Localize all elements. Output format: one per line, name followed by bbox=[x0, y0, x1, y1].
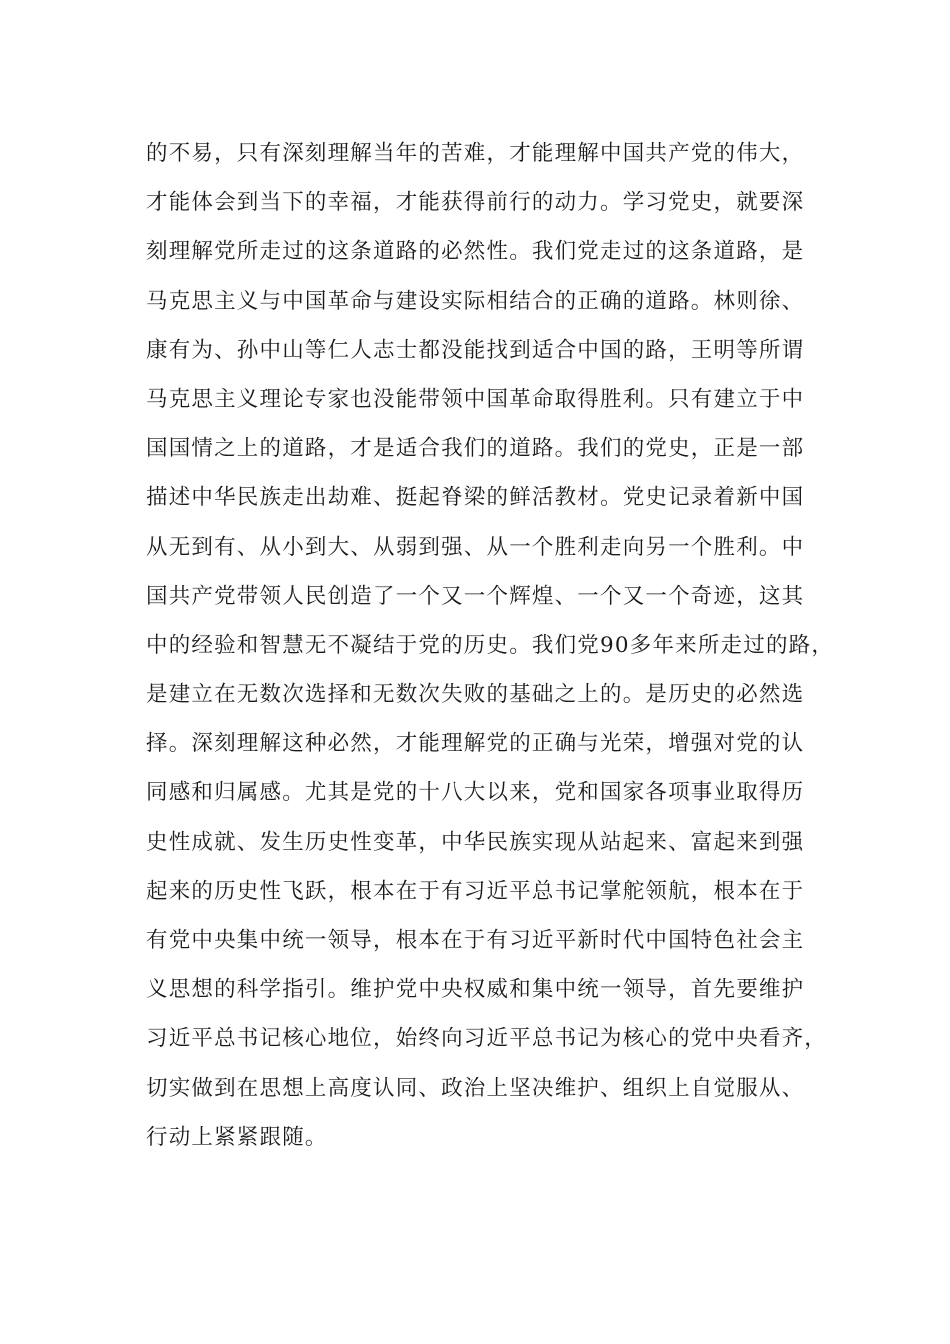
text-line: 国国情之上的道路，才是适合我们的道路。我们的党史，正是一部 bbox=[146, 436, 805, 462]
text-line: 义思想的科学指引。维护党中央权威和集中统一领导，首先要维护 bbox=[146, 977, 805, 1003]
text-line: 史性成就、发生历史性变革，中华民族实现从站起来、富起来到强 bbox=[146, 829, 805, 855]
text-line: 有党中央集中统一领导，根本在于有习近平新时代中国特色社会主 bbox=[146, 928, 805, 953]
text-line: 描述中华民族走出劫难、挺起脊梁的鲜活教材。党史记录着新中国 bbox=[146, 485, 805, 511]
text-line: 的不易，只有深刻理解当年的苦难，才能理解中国共产党的伟大， bbox=[146, 141, 805, 166]
text-line: 马克思主义理论专家也没能带领中国革命取得胜利。只有建立于中 bbox=[146, 386, 805, 412]
text-line: 才能体会到当下的幸福，才能获得前行的动力。学习党史，就要深 bbox=[146, 190, 805, 216]
text-line: 从无到有、从小到大、从弱到强、从一个胜利走向另一个胜利。中 bbox=[146, 534, 805, 560]
body-text bbox=[146, 129, 835, 1162]
text-line: 是建立在无数次选择和无数次失败的基础之上的。是历史的必然选 bbox=[146, 682, 805, 708]
text-line: 切实做到在思想上高度认同、政治上坚决维护、组织上自觉服从、 bbox=[146, 1075, 805, 1101]
text-line: 中的经验和智慧无不凝结于党的历史。我们党90多年来所走过的路， bbox=[146, 632, 835, 658]
text-line: 起来的历史性飞跃，根本在于有习近平总书记掌舵领航，根本在于 bbox=[146, 878, 805, 904]
text-line: 康有为、孙中山等仁人志士都没能找到适合中国的路，王明等所谓 bbox=[146, 337, 805, 363]
text-line: 马克思主义与中国革命与建设实际相结合的正确的道路。林则徐、 bbox=[146, 288, 805, 314]
text-line: 择。深刻理解这种必然，才能理解党的正确与光荣，增强对党的认 bbox=[146, 731, 805, 757]
text-line: 习近平总书记核心地位，始终向习近平总书记为核心的党中央看齐， bbox=[146, 1026, 828, 1052]
text-line: 刻理解党所走过的这条道路的必然性。我们党走过的这条道路，是 bbox=[146, 239, 805, 265]
text-line: 国共产党带领人民创造了一个又一个辉煌、一个又一个奇迹，这其 bbox=[146, 583, 805, 609]
text-line: 行动上紧紧跟随。 bbox=[146, 1124, 328, 1150]
text-line: 同感和归属感。尤其是党的十八大以来，党和国家各项事业取得历 bbox=[146, 780, 805, 806]
